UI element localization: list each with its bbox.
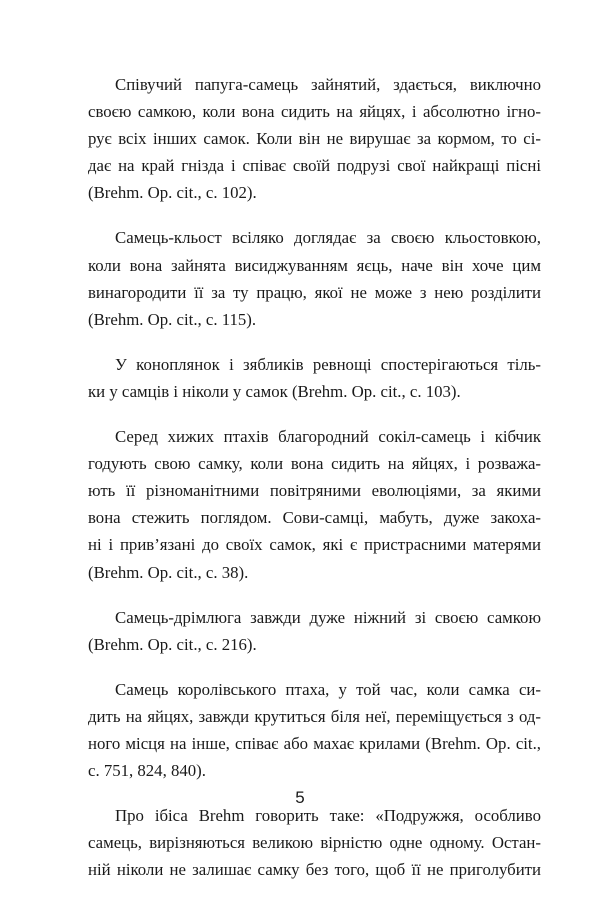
text-line: вона стежить поглядом. Сови-самці, мабуть, дуже закоха- xyxy=(88,508,541,528)
text-line: Самець-дрімлюга завжди дуже ніжний зі своєю самкою xyxy=(115,607,541,627)
text-line: (Brehm. Op. cit., с. 38). xyxy=(88,562,249,582)
text-line: ні і прив’язані до своїх самок, які є пристрасними матерями xyxy=(88,535,541,555)
text-line: Самець-кльост всіляко доглядає за своєю кльостовкою, xyxy=(115,228,541,248)
text-line: Серед хижих птахів благородний сокіл-самець і кібчик xyxy=(115,427,541,447)
text-line: (Brehm. Op. cit., с. 216). xyxy=(88,634,257,654)
text-line: коли вона зайнята висиджуванням яєць, наче він хоче цим xyxy=(88,255,541,275)
text-line: винагородити її за ту працю, якої не може з нею розділити xyxy=(88,282,541,302)
page-number: 5 xyxy=(295,788,305,807)
page-body xyxy=(88,71,541,901)
text-line: самець, вирізняються великою вірністю одне одному. Остан- xyxy=(88,833,541,853)
text-line: с. 751, 824, 840). xyxy=(88,761,206,781)
text-line: рує всіх інших самок. Коли він не вирушає за кормом, то сі- xyxy=(88,129,541,149)
paragraph-ibis xyxy=(88,802,541,883)
text-line: У коноплянок і зябликів ревнощі спостерігаються тіль- xyxy=(115,354,541,374)
paragraph-nightjar xyxy=(88,604,541,658)
text-line: ній ніколи не залишає самку без того, щоб її не приголубити xyxy=(88,860,541,880)
text-line: Співучий папуга-самець зайнятий, здається, виключно xyxy=(115,75,541,94)
paragraph-crossbill xyxy=(88,224,541,332)
paragraph-linnets xyxy=(88,351,541,405)
text-line: дає на край гнізда і співає своїй подрузі свої найкращі пісні xyxy=(88,156,541,176)
text-line: ють її різноманітними повітряними еволюціями, за якими xyxy=(88,481,541,501)
text-line: ного місця на інше, співає або махає крилами (Brehm. Op. cit., xyxy=(88,733,541,753)
text-line: Самець королівського птаха, у той час, коли самка си- xyxy=(115,679,541,699)
text-line: дить на яйцях, завжди крутиться біля неї, переміщується з од- xyxy=(88,706,541,726)
text-line: (Brehm. Op. cit., с. 115). xyxy=(88,309,257,329)
paragraph-parrot xyxy=(88,71,541,206)
paragraph-birds-of-prey xyxy=(88,423,541,586)
text-line: своєю самкою, коли вона сидить на яйцях, і абсолютно ігно- xyxy=(88,102,541,122)
text-line: ки у самців і ніколи у самок (Brehm. Op. cit., с. 103). xyxy=(88,381,461,401)
text-line: (Brehm. Op. cit., с. 102). xyxy=(88,183,257,203)
text-line: Про ібіса Brehm говорить таке: «Подружжя, особливо xyxy=(115,806,541,826)
text-line: годують свою самку, коли вона сидить на яйцях, і розважа- xyxy=(88,454,541,474)
paragraph-royal-bird xyxy=(88,676,541,784)
